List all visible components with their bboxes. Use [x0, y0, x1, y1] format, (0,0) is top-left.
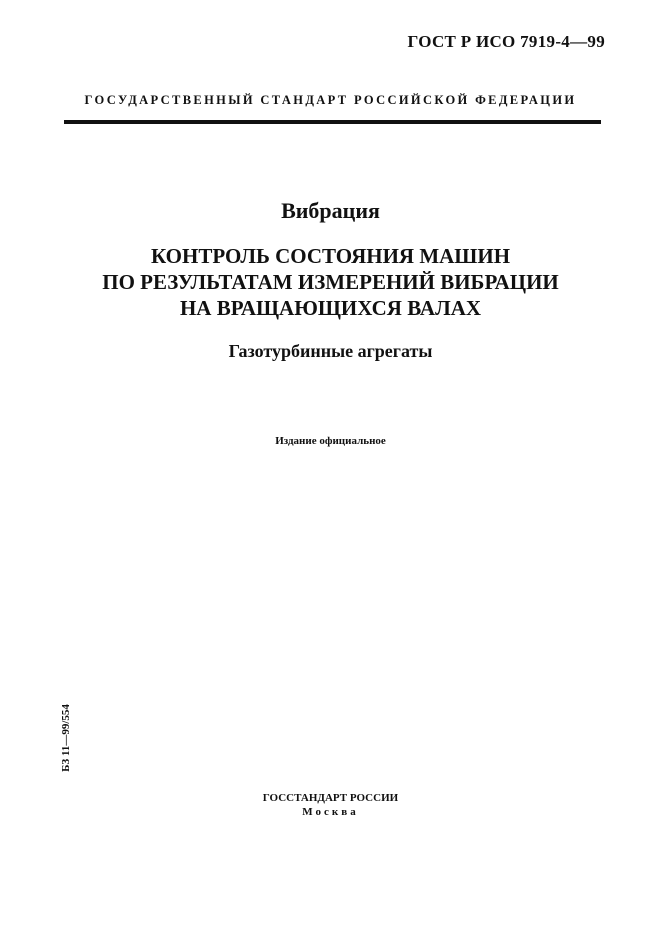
document-subtitle-line-1: КОНТРОЛЬ СОСТОЯНИЯ МАШИН [150, 244, 511, 268]
publisher-block [0, 791, 661, 819]
document-code: ГОСТ Р ИСО 7919-4—99 [407, 32, 605, 51]
publisher-name: ГОССТАНДАРТ РОССИИ [262, 792, 399, 804]
title-block [0, 197, 661, 363]
side-code-text: БЗ 11—99/554 [60, 704, 72, 772]
publisher-city: Москва [302, 806, 359, 818]
document-title: Вибрация [281, 198, 380, 223]
document-part-title: Газотурбинные агрегаты [228, 341, 433, 361]
document-subtitle-line-2: ПО РЕЗУЛЬТАТАМ ИЗМЕРЕНИЙ ВИБРАЦИИ [102, 270, 559, 294]
document-subtitle-line-3: НА ВРАЩАЮЩИХСЯ ВАЛАХ [179, 296, 482, 320]
state-standard-heading: ГОСУДАРСТВЕННЫЙ СТАНДАРТ РОССИЙСКОЙ ФЕДЕРАЦИИ [84, 93, 577, 107]
header-rule [64, 120, 601, 124]
edition-note: Издание официальное [275, 435, 386, 447]
